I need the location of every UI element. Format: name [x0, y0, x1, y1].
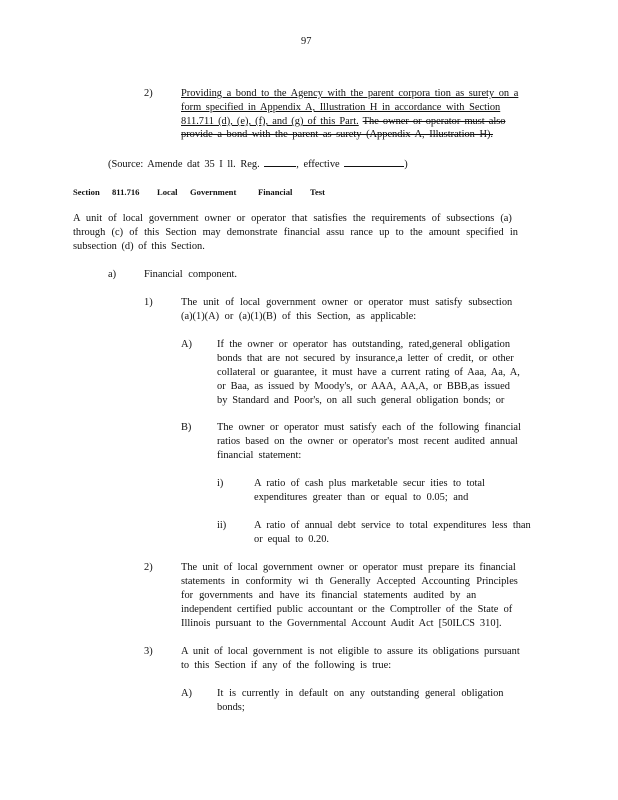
page-number: 97: [301, 36, 312, 47]
blank-line: [344, 157, 404, 167]
body-line: by Standard and Poor's, on all such general obligation bonds; or: [217, 395, 505, 406]
body-line: expenditures greater than or equal to 0.05; and: [254, 492, 469, 503]
item-label: i): [217, 478, 224, 489]
section-number: 811.716: [112, 187, 140, 197]
body-line: A unit of local government is not eligible to assure its obligations pursuant: [181, 646, 520, 657]
section-label: Section: [73, 187, 100, 197]
body-line: bonds that are not secured by insurance,a letter of credit, or other: [217, 353, 514, 364]
body-line: A ratio of cash plus marketable secur ities to total: [254, 478, 485, 489]
mixed-text-line: [181, 115, 505, 129]
body-line: If the owner or operator has outstanding, rated,general obligation: [217, 339, 511, 350]
section-title-word: Financial: [258, 187, 293, 197]
body-line: collateral or guarantee, it must have a current rating of Aaa, Aa, A,: [217, 367, 520, 378]
inserted-text-line: Providing a bond to the Agency with the parent corpora tion as surety on a: [181, 88, 519, 99]
intro-line: A unit of local government owner or operator that satisfies the requirements of subsections (a): [73, 213, 512, 224]
body-line: (a)(1)(A) or (a)(1)(B) of this Section, as applicable:: [181, 311, 417, 322]
body-line: Illinois pursuant to the Governmental Account Audit Act [50ILCS 310].: [181, 618, 502, 629]
source-close: ): [404, 159, 408, 170]
body-line: statements in conformity wi th Generally Accepted Accounting Principles: [181, 576, 518, 587]
body-line: or Baa, as issued by Moody's, or AAA, AA,A, or BBB,as issued: [217, 381, 510, 392]
intro-line: through (c) of this Section may demonstrate financial assu rance up to the amount specified in: [73, 227, 518, 238]
item-label: 1): [144, 297, 153, 308]
item-label: 3): [144, 646, 153, 657]
body-line: It is currently in default on any outstanding general obligation: [217, 688, 504, 699]
item-label: A): [181, 339, 192, 350]
item-label: a): [108, 269, 117, 280]
section-title-word: Government: [190, 187, 237, 197]
deleted-text-line: provide a bond with the parent as surety (Appendix A, Illustration H).: [181, 129, 494, 140]
source-effective: , effective: [296, 159, 340, 170]
intro-line: subsection (d) of this Section.: [73, 241, 205, 252]
item-label: B): [181, 422, 192, 433]
inserted-text-line: form specified in Appendix A, Illustration H in accordance with Section: [181, 102, 501, 113]
body-line: The owner or operator must satisfy each of the following financial: [217, 422, 521, 433]
body-line: or equal to 0.20.: [254, 534, 330, 545]
body-line: for governments and have its financial statements audited by an: [181, 590, 477, 601]
deleted-text: The owner or operator must also: [362, 116, 506, 127]
blank-line: [264, 157, 296, 167]
body-line: to this Section if any of the following is true:: [181, 660, 392, 671]
item-heading: Financial component.: [144, 269, 238, 280]
section-title-word: Local: [157, 187, 178, 197]
source-text: (Source: Amende dat 35 I ll. Reg.: [108, 159, 260, 170]
section-title-word: Test: [310, 187, 325, 197]
body-line: financial statement:: [217, 450, 302, 461]
body-line: ratios based on the owner or operator's most recent audited annual: [217, 436, 518, 447]
item-label: A): [181, 688, 192, 699]
body-line: The unit of local government owner or operator must prepare its financial: [181, 562, 516, 573]
source-note: [108, 157, 408, 172]
body-line: The unit of local government owner or operator must satisfy subsection: [181, 297, 513, 308]
body-line: bonds;: [217, 702, 245, 713]
item-label: ii): [217, 520, 227, 531]
body-line: A ratio of annual debt service to total expenditures less than: [254, 520, 531, 531]
item-label: 2): [144, 88, 153, 99]
item-label: 2): [144, 562, 153, 573]
inserted-text: 811.711 (d), (e), (f), and (g) of this Part.: [181, 116, 359, 127]
body-line: independent certified public accountant or the Comptroller of the State of: [181, 604, 513, 615]
